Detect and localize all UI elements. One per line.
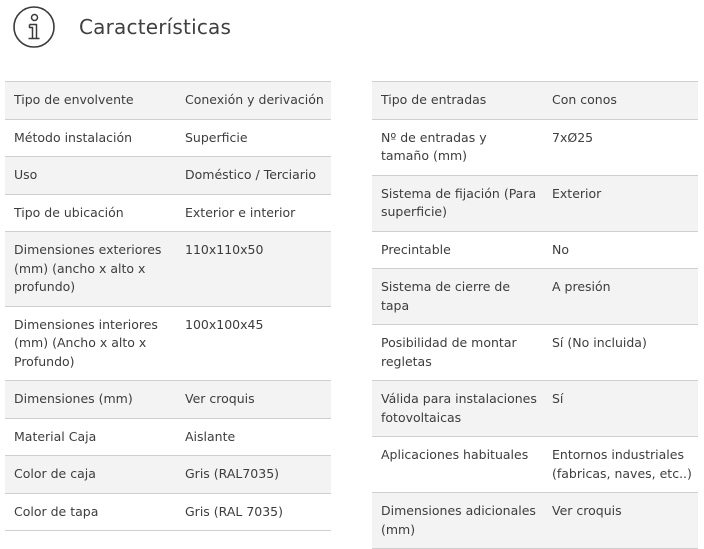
section-header <box>12 4 231 50</box>
table-row <box>5 493 331 531</box>
table-row <box>372 82 698 120</box>
table-row <box>5 194 331 232</box>
spec-value: Gris (RAL7035) <box>176 456 331 494</box>
spec-value: Exterior e interior <box>176 194 331 232</box>
spec-label: Válida para instalaciones fotovoltaicas <box>372 381 543 437</box>
spec-label: Dimensiones interiores (mm) (Ancho x alto x Profundo) <box>5 306 176 381</box>
spec-value: Sí (No incluida) <box>543 325 698 381</box>
table-row <box>5 82 331 120</box>
spec-label: Tipo de ubicación <box>5 194 176 232</box>
table-row <box>5 232 331 307</box>
spec-label: Dimensiones adicionales (mm) <box>372 493 543 549</box>
spec-value: Ver croquis <box>176 381 331 419</box>
spec-label: Posibilidad de montar regletas <box>372 325 543 381</box>
spec-label: Nº de entradas y tamaño (mm) <box>372 119 543 175</box>
table-row <box>372 119 698 175</box>
section-title: Características <box>79 15 232 39</box>
spec-value: Aislante <box>176 418 331 456</box>
spec-value: 7xØ25 <box>543 119 698 175</box>
spec-label: Método instalación <box>5 119 176 157</box>
spec-label: Dimensiones (mm) <box>5 381 176 419</box>
table-row <box>372 325 698 381</box>
table-row <box>5 381 331 419</box>
table-row <box>372 231 698 269</box>
spec-value: Sí <box>543 381 698 437</box>
spec-label: Uso <box>5 157 176 195</box>
table-row <box>372 381 698 437</box>
specs-table-left <box>5 81 331 531</box>
spec-value: No <box>543 231 698 269</box>
spec-value: 110x110x50 <box>176 232 331 307</box>
spec-value: Ver croquis <box>543 493 698 549</box>
spec-value: Doméstico / Terciario <box>176 157 331 195</box>
table-row <box>372 437 698 493</box>
spec-label: Dimensiones exteriores (mm) (ancho x alto x profundo) <box>5 232 176 307</box>
table-row <box>5 157 331 195</box>
table-row <box>372 269 698 325</box>
spec-label: Color de tapa <box>5 493 176 531</box>
spec-value: Conexión y derivación <box>176 82 331 120</box>
table-row <box>372 175 698 231</box>
spec-label: Tipo de envolvente <box>5 82 176 120</box>
spec-label: Sistema de cierre de tapa <box>372 269 543 325</box>
spec-label: Precintable <box>372 231 543 269</box>
table-row <box>5 306 331 381</box>
spec-label: Sistema de fijación (Para superficie) <box>372 175 543 231</box>
spec-label: Tipo de entradas <box>372 82 543 120</box>
table-row <box>5 418 331 456</box>
table-row <box>372 493 698 549</box>
spec-value: Gris (RAL 7035) <box>176 493 331 531</box>
spec-label: Aplicaciones habituales <box>372 437 543 493</box>
spec-label: Color de caja <box>5 456 176 494</box>
spec-value: 100x100x45 <box>176 306 331 381</box>
spec-value: Entornos industriales (fabricas, naves, etc..) <box>543 437 698 493</box>
spec-value: Superficie <box>176 119 331 157</box>
spec-value: A presión <box>543 269 698 325</box>
specs-table-right <box>372 81 698 549</box>
info-icon <box>12 5 56 49</box>
table-row <box>5 456 331 494</box>
table-row <box>5 119 331 157</box>
spec-value: Con conos <box>543 82 698 120</box>
spec-value: Exterior <box>543 175 698 231</box>
spec-label: Material Caja <box>5 418 176 456</box>
